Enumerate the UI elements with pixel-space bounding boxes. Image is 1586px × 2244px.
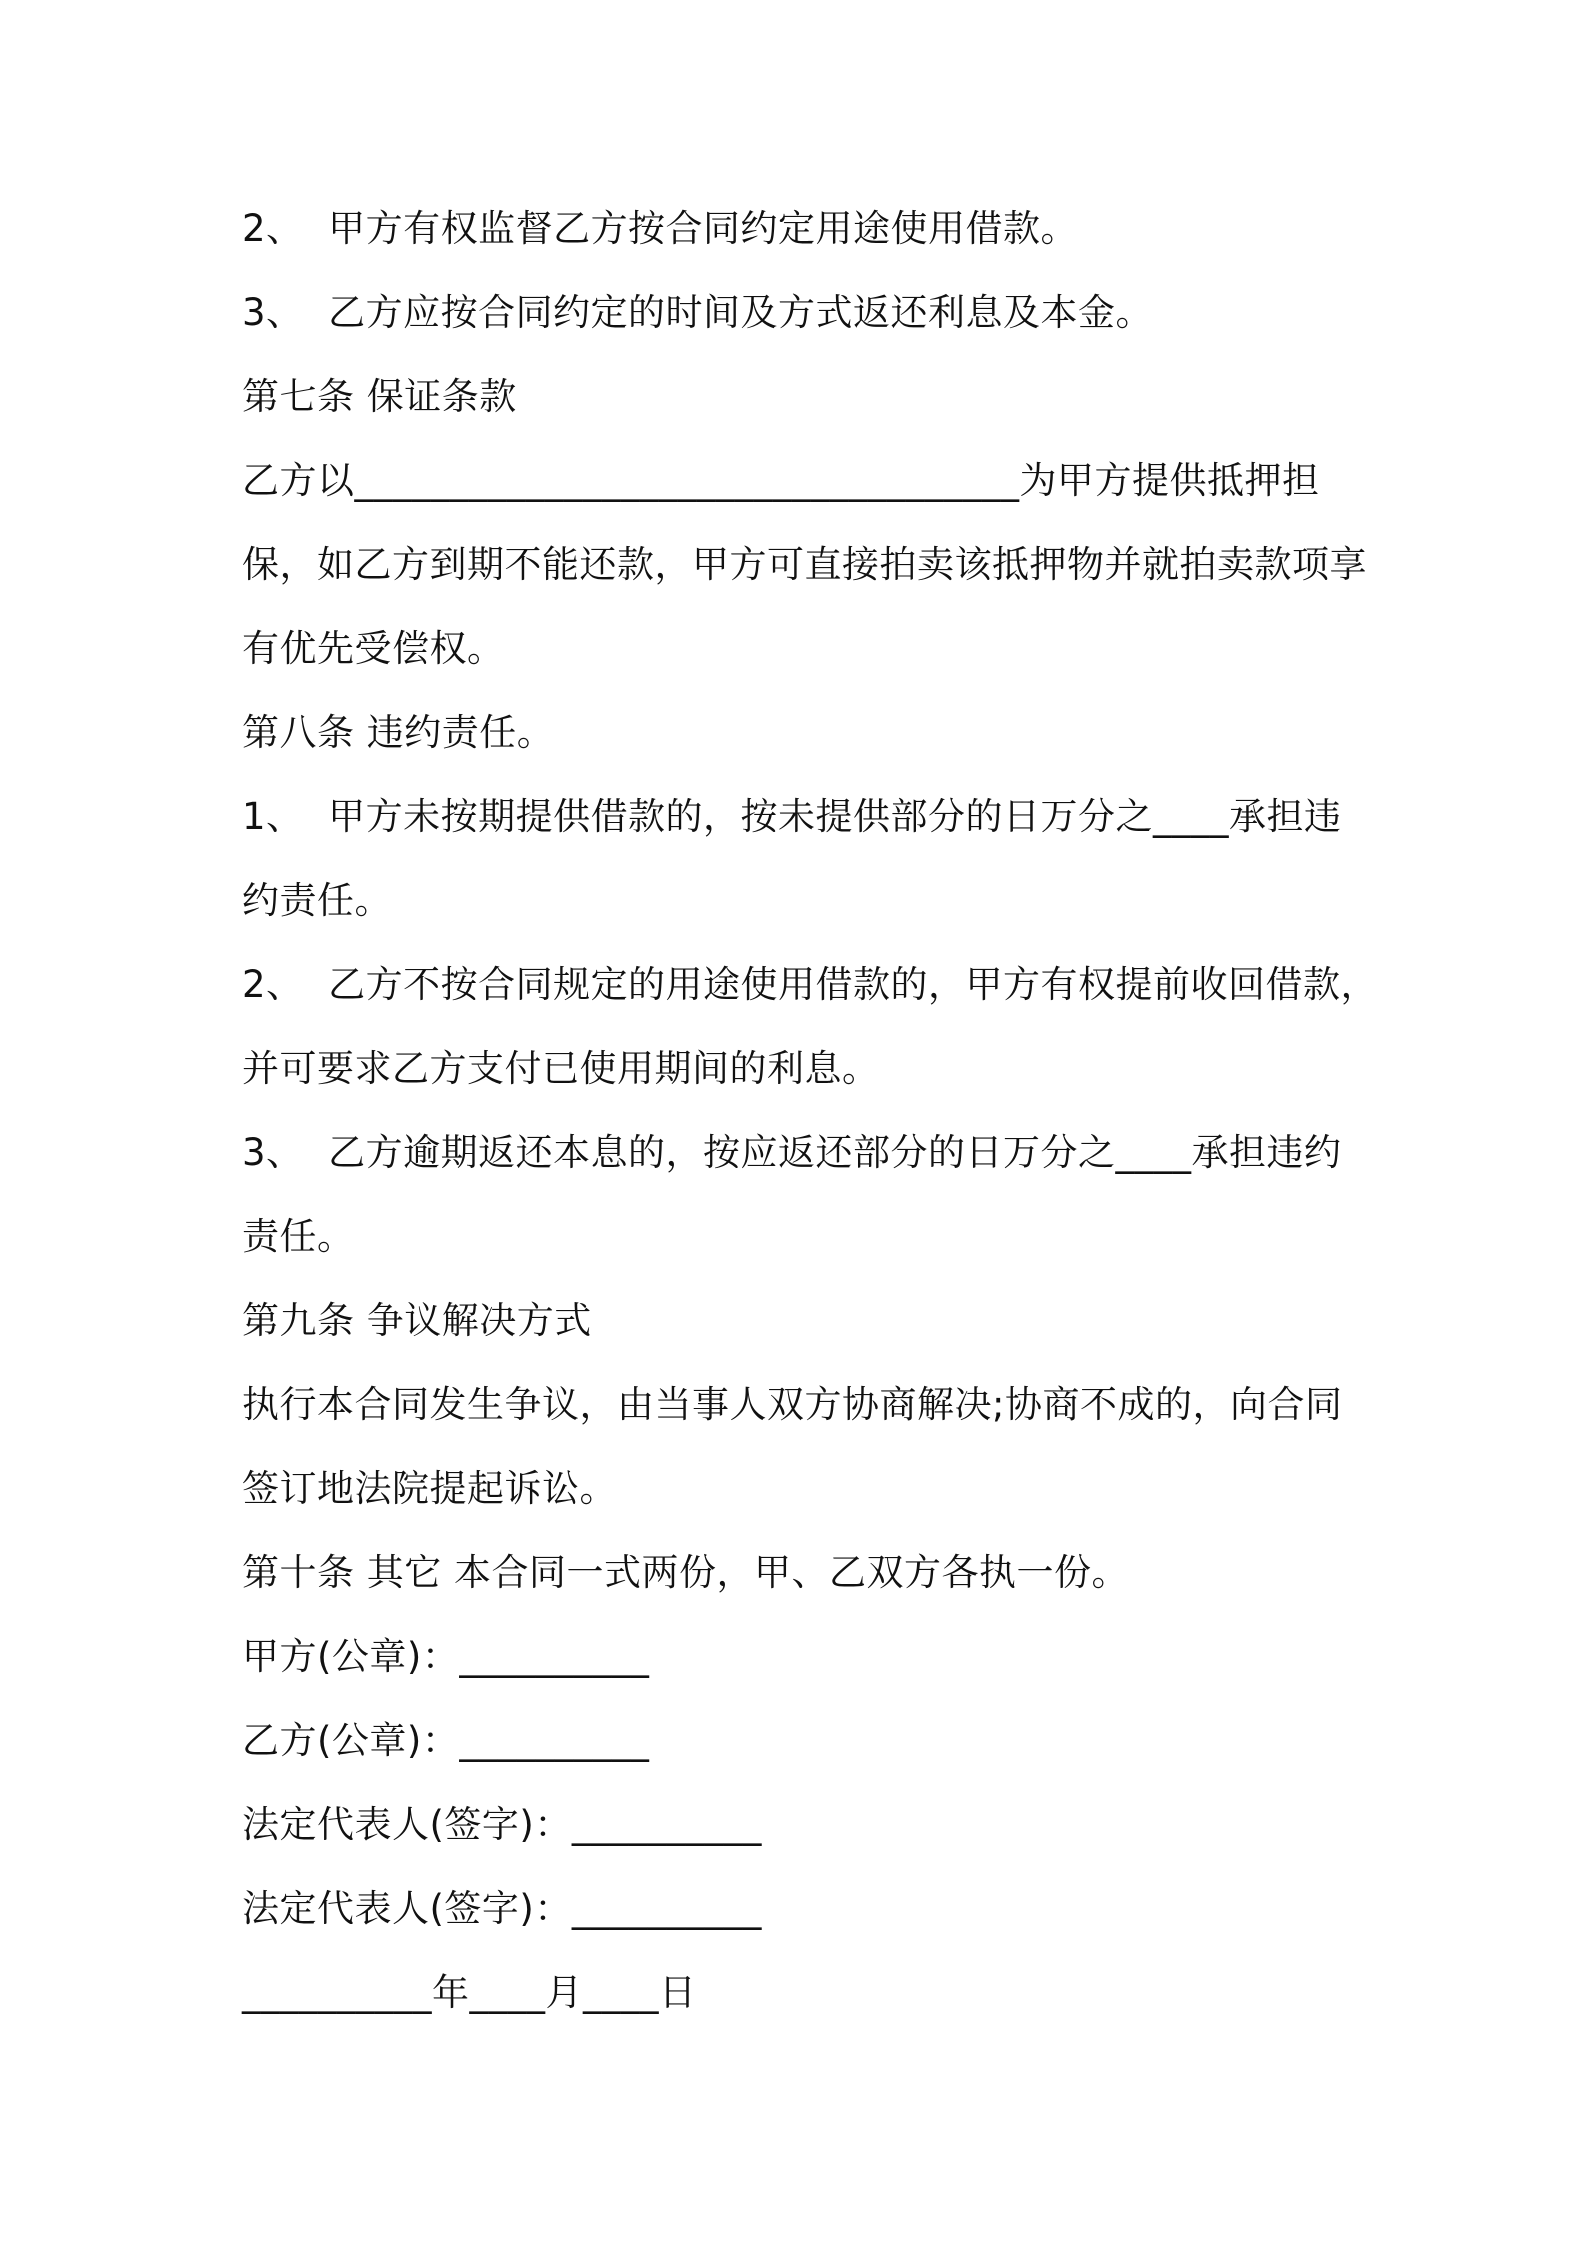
article-10-text: 第十条 其它 本合同一式两份，甲、乙双方各执一份。 xyxy=(242,1551,1130,1594)
article-8-item-2-line-2: 并可要求乙方支付已使用期间的利息。 xyxy=(242,1047,880,1090)
article-8-heading: 第八条 违约责任。 xyxy=(242,711,555,754)
article-9-text-line-2: 签订地法院提起诉讼。 xyxy=(242,1467,617,1510)
article-9-text-line-1: 执行本合同发生争议，由当事人双方协商解决;协商不成的，向合同 xyxy=(242,1383,1343,1426)
clause-6-item-2: 2、 甲方有权监督乙方按合同约定用途使用借款。 xyxy=(242,207,1079,250)
clause-6-item-3: 3、 乙方应按合同约定的时间及方式返还利息及本金。 xyxy=(242,291,1154,334)
legal-representative-signature-2: 法定代表人(签字)：__________ xyxy=(242,1887,762,1930)
article-7-heading: 第七条 保证条款 xyxy=(242,375,517,418)
party-b-seal-field: 乙方(公章)：__________ xyxy=(242,1719,650,1762)
date-field: __________年____月____日 xyxy=(242,1971,697,2014)
article-8-item-1-line-1: 1、 甲方未按期提供借款的，按未提供部分的日万分之____承担违 xyxy=(242,795,1342,838)
party-a-seal-field: 甲方(公章)：__________ xyxy=(242,1635,650,1678)
article-8-item-3-line-2: 责任。 xyxy=(242,1215,355,1258)
article-8-item-3-line-1: 3、 乙方逾期返还本息的，按应返还部分的日万分之____承担违约 xyxy=(242,1131,1342,1174)
article-7-text-line-2: 保，如乙方到期不能还款，甲方可直接拍卖该抵押物并就拍卖款项享 xyxy=(242,543,1367,586)
article-7-text-line-3: 有优先受偿权。 xyxy=(242,627,505,670)
article-8-item-1-line-2: 约责任。 xyxy=(242,879,392,922)
article-7-text-line-1: 乙方以___________________________________为甲方提供抵押担 xyxy=(242,459,1320,502)
article-8-item-2-line-1: 2、 乙方不按合同规定的用途使用借款的，甲方有权提前收回借款， xyxy=(242,963,1379,1006)
legal-representative-signature-1: 法定代表人(签字)：__________ xyxy=(242,1803,762,1846)
article-9-heading: 第九条 争议解决方式 xyxy=(242,1299,592,1342)
